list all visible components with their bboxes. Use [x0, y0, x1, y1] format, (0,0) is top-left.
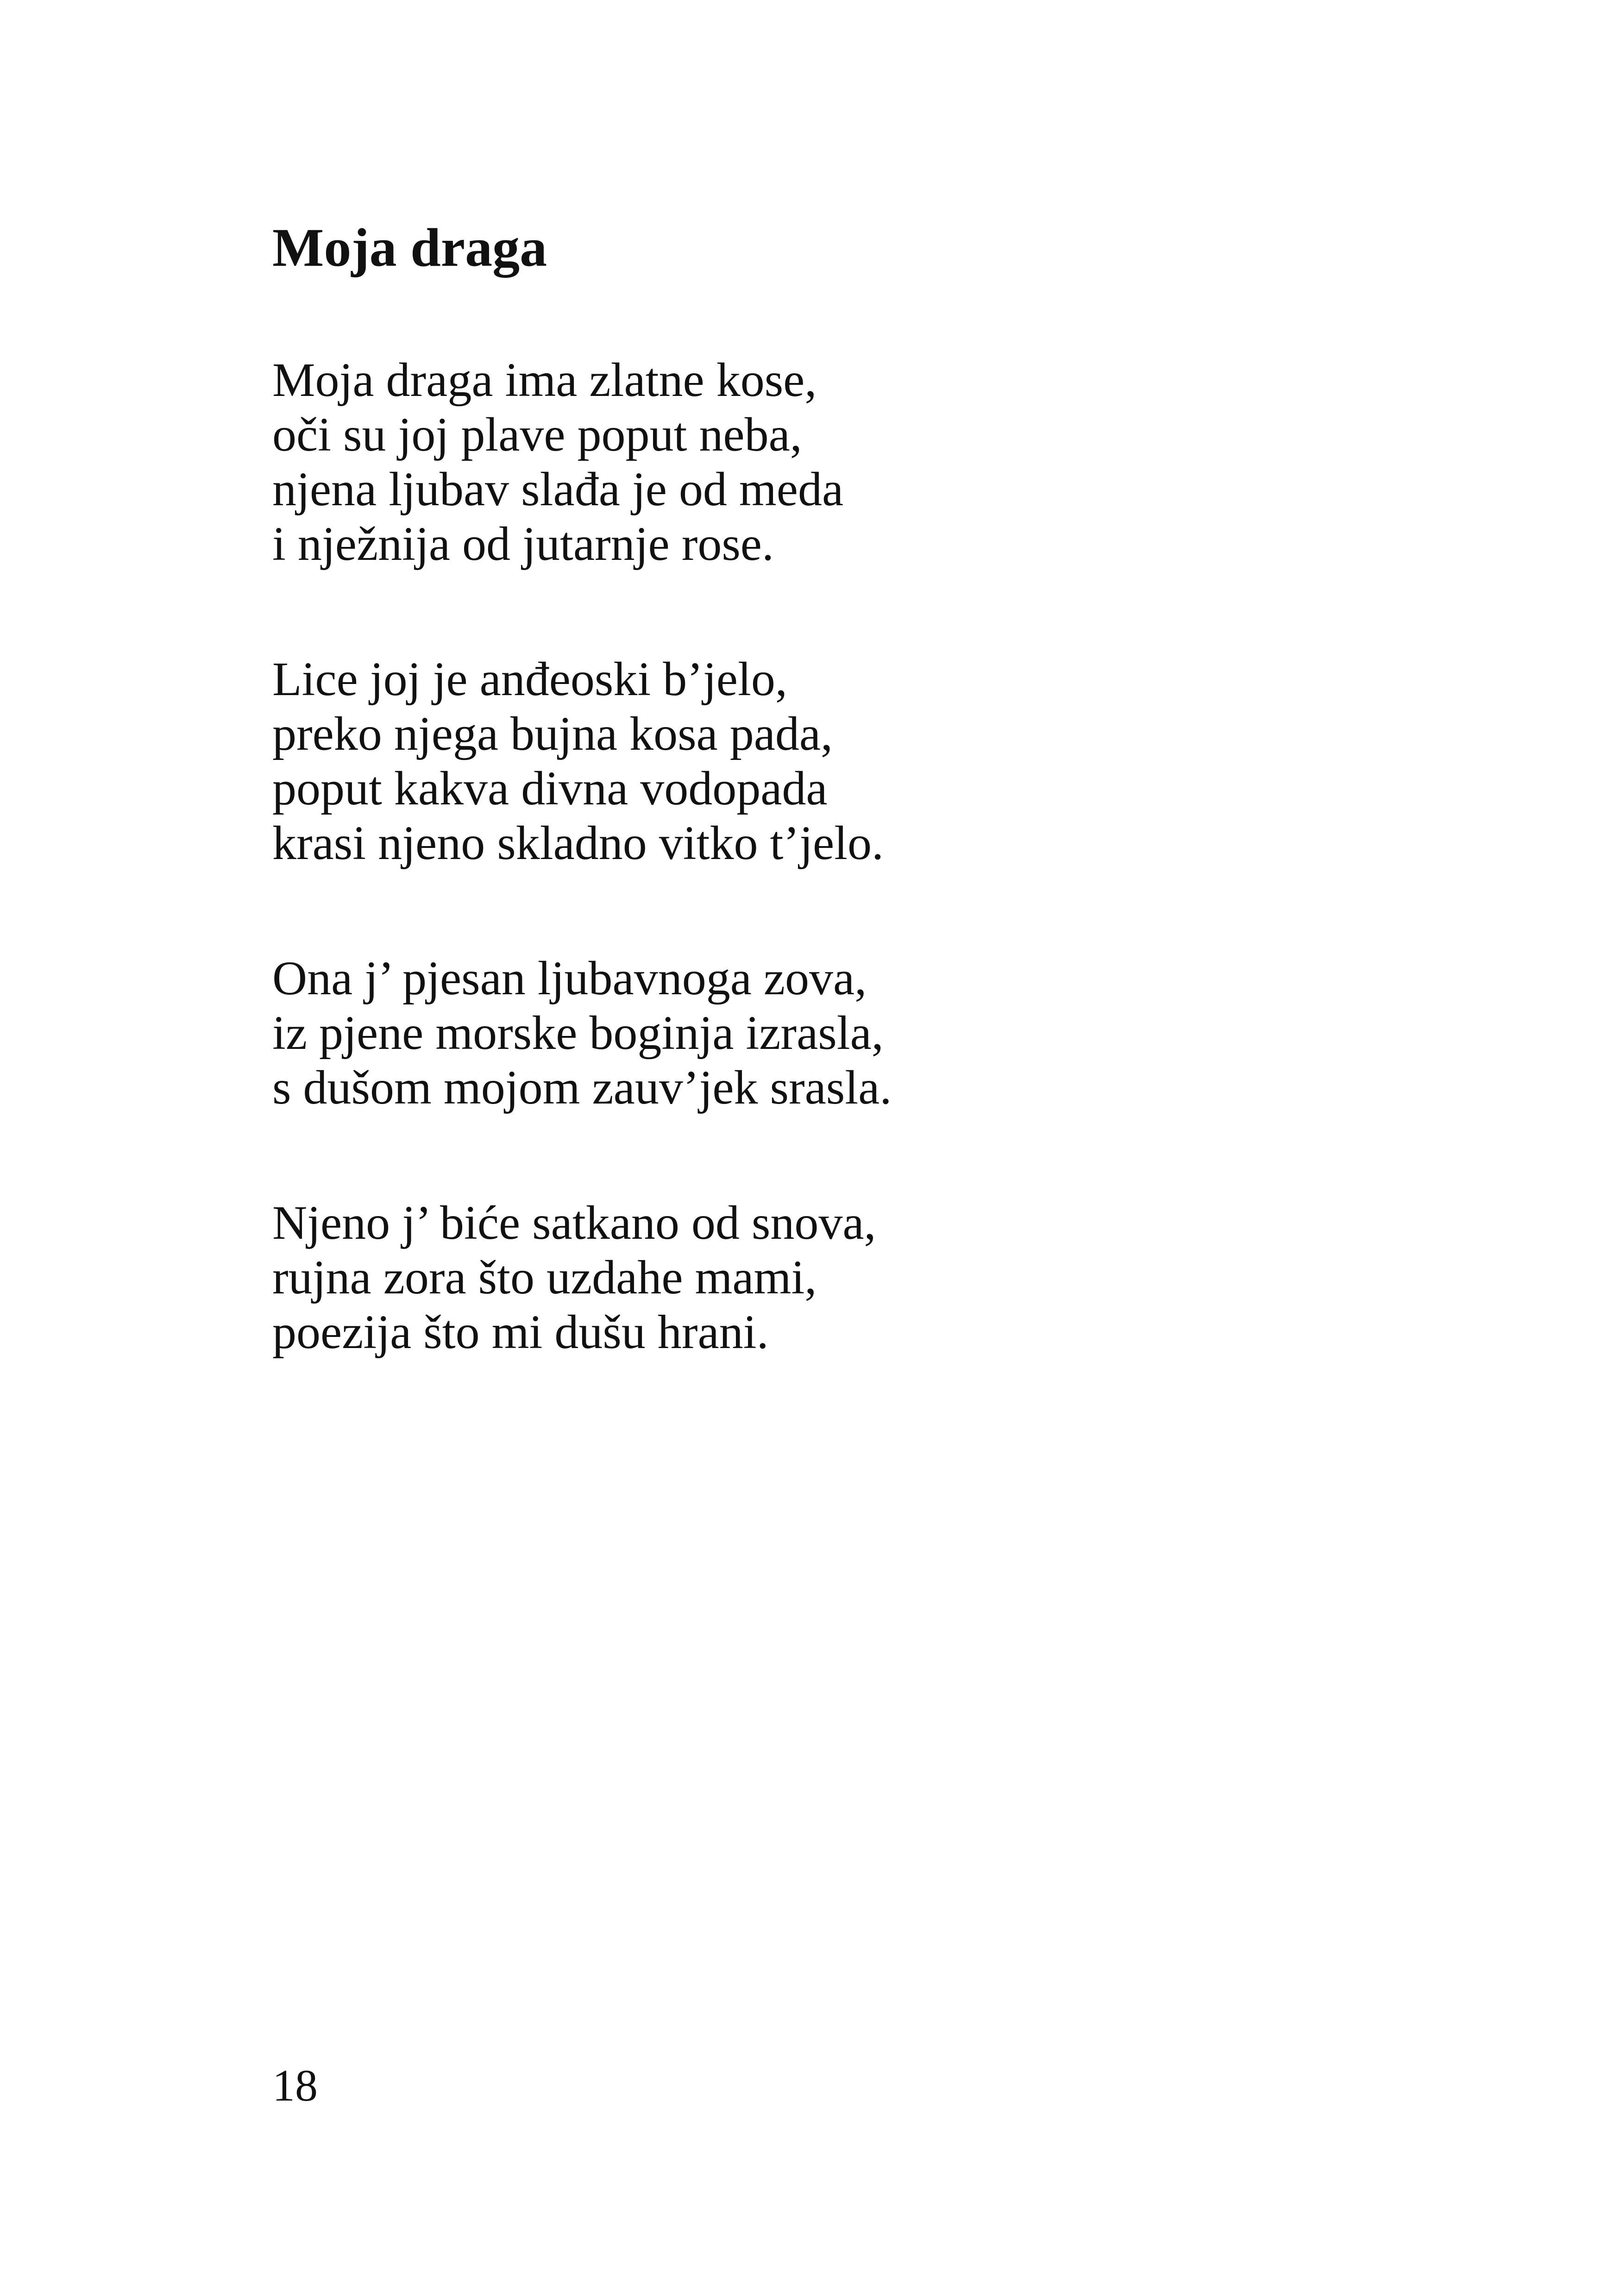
poem-body	[272, 353, 1476, 1440]
stanza-1	[272, 353, 1476, 571]
stanza-3	[272, 951, 1476, 1115]
stanza-4	[272, 1196, 1476, 1360]
verse-line: poput kakva divna vodopada	[272, 762, 828, 815]
verse-line: oči su joj plave poput neba,	[272, 408, 802, 461]
verse-line: i nježnija od jutarnje rose.	[272, 517, 774, 571]
verse-line: Moja draga ima zlatne kose,	[272, 353, 817, 407]
verse-line: njena ljubav slađa je od meda	[272, 463, 844, 516]
verse-line: Njeno j’ biće satkano od snova,	[272, 1196, 876, 1249]
verse-line: Lice joj je anđeoski b’jelo,	[272, 652, 787, 706]
verse-line: s dušom mojom zauv’jek srasla.	[272, 1061, 892, 1114]
verse-line: krasi njeno skladno vitko t’jelo.	[272, 816, 884, 870]
verse-line: Ona j’ pjesan ljubavnoga zova,	[272, 952, 867, 1005]
verse-line: poezija što mi dušu hrani.	[272, 1305, 769, 1359]
verse-line: preko njega bujna kosa pada,	[272, 707, 833, 760]
stanza-2	[272, 652, 1476, 871]
page-number: 18	[272, 2061, 318, 2111]
verse-line: rujna zora što uzdahe mami,	[272, 1251, 817, 1304]
verse-line: iz pjene morske boginja izrasla,	[272, 1006, 884, 1060]
poem-title: Moja draga	[272, 217, 547, 278]
